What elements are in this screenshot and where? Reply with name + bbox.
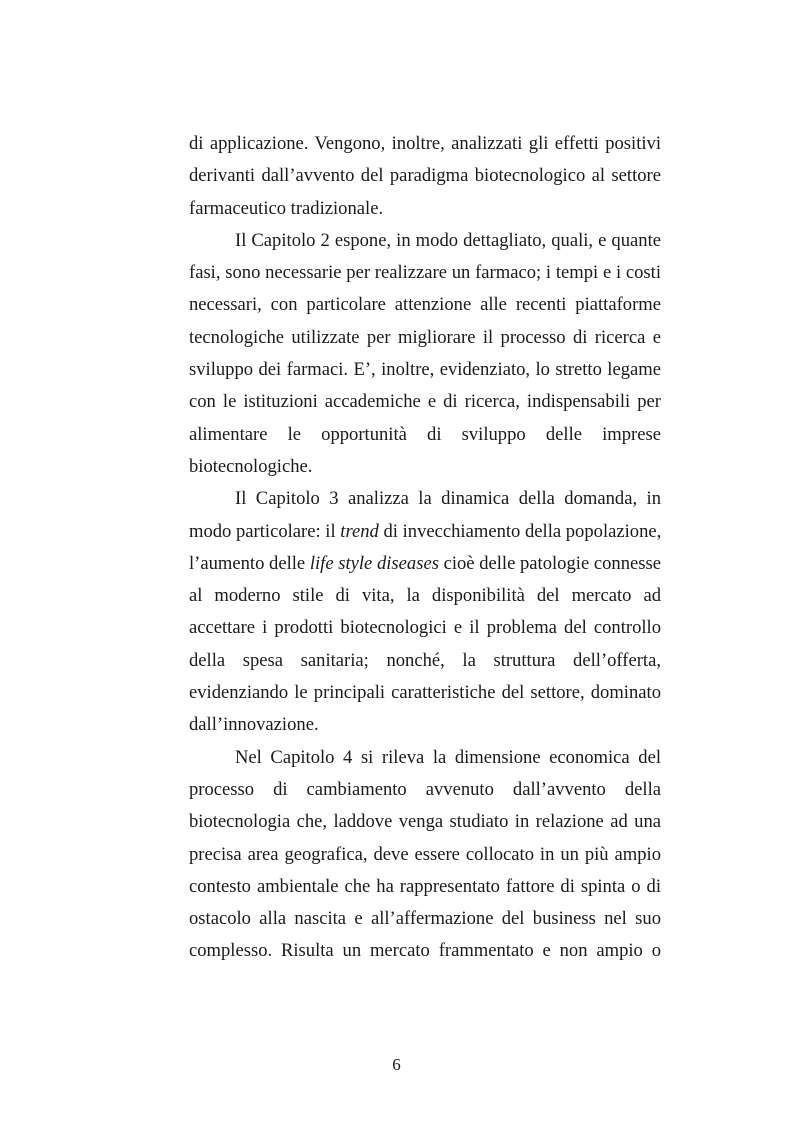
text-line: al moderno stile di vita, la disponibilità del mercato ad	[189, 585, 661, 607]
text-line: sviluppo dei farmaci. E’, inoltre, evidenziato, lo stretto legame	[189, 359, 661, 381]
text-run: modo particolare: il	[189, 520, 341, 542]
paragraph-capitolo-2-first-line: Il Capitolo 2 espone, in modo dettagliato, quali, e quante	[235, 229, 661, 251]
text-line: evidenziando le principali caratteristiche del settore, dominato	[189, 682, 661, 704]
text-line: ostacolo alla nascita e all’affermazione del business nel suo	[189, 908, 661, 930]
paragraph-capitolo-3-first-line: Il Capitolo 3 analizza la dinamica della domanda, in	[235, 488, 661, 510]
text-line: complesso. Risulta un mercato frammentato e non ampio o	[189, 940, 661, 962]
text-line: con le istituzioni accademiche e di ricerca, indispensabili per	[189, 391, 661, 413]
text-line: accettare i prodotti biotecnologici e il problema del controllo	[189, 617, 661, 639]
italic-term: trend	[340, 520, 379, 542]
text-line: contesto ambientale che ha rappresentato fattore di spinta o di	[189, 875, 661, 897]
text-line: di applicazione. Vengono, inoltre, analizzati gli effetti positivi	[189, 133, 661, 154]
text-line: necessari, con particolare attenzione alle recenti piattaforme	[189, 294, 661, 316]
text-line: biotecnologiche.	[189, 455, 313, 477]
text-run: di invecchiamento della popolazione,	[378, 520, 662, 542]
text-line: processo di cambiamento avvenuto dall’avvento della	[189, 778, 661, 800]
text-line-with-italic	[189, 516, 661, 548]
text-run: l’aumento delle	[189, 552, 310, 574]
italic-term: life style diseases	[309, 552, 439, 574]
text-line: tecnologiche utilizzate per migliorare il processo di ricerca e	[189, 326, 661, 348]
text-line: biotecnologia che, laddove venga studiato in relazione ad una	[189, 811, 661, 833]
text-line: fasi, sono necessarie per realizzare un farmaco; i tempi e i costi	[189, 262, 661, 284]
text-line: precisa area geografica, deve essere collocato in un più ampio	[189, 843, 661, 865]
text-line: dall’innovazione.	[189, 714, 319, 736]
text-line: della spesa sanitaria; nonché, la struttura dell’offerta,	[189, 649, 661, 671]
text-line: derivanti dall’avvento del paradigma biotecnologico al settore	[189, 165, 661, 187]
text-run: cioè delle patologie connesse	[438, 552, 661, 574]
page-number: 6	[392, 1055, 401, 1074]
text-line: alimentare le opportunità di sviluppo delle imprese	[189, 423, 661, 445]
text-line-with-italic	[189, 548, 661, 580]
body-text	[189, 128, 661, 968]
text-line: farmaceutico tradizionale.	[189, 197, 384, 219]
paragraph-capitolo-4-first-line: Nel Capitolo 4 si rileva la dimensione economica del	[235, 746, 661, 768]
